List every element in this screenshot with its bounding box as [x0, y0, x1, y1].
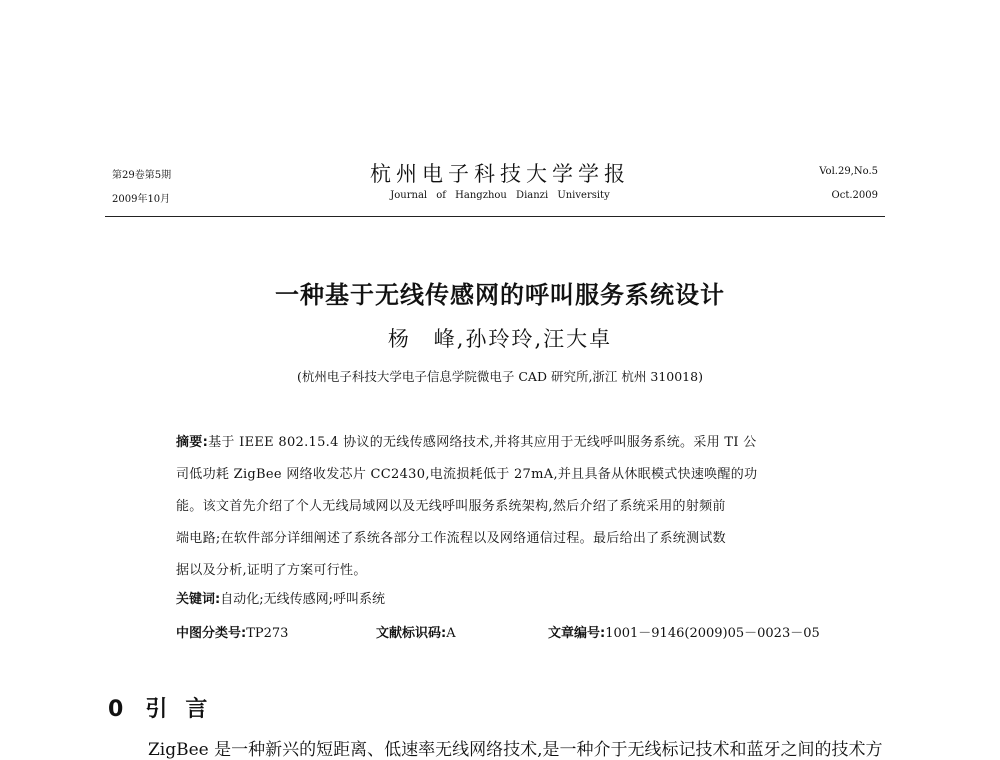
section-number: 0	[108, 697, 124, 722]
journal-title-en: Journal of Hangzhou Dianzi University	[390, 190, 610, 201]
abstract-line: 摘要:基于 IEEE 802.15.4 协议的无线传感网络技术,并将其应用于无线呼叫服务系统。采用 TI 公	[176, 435, 757, 450]
header-rule	[105, 216, 885, 217]
publication-date-cn: 2009年10月	[112, 194, 171, 205]
journal-title-cn: 杭州电子科技大学学报	[370, 162, 630, 186]
article-number	[548, 622, 820, 641]
issue-number: 第29卷第5期	[112, 170, 172, 181]
abstract-line: 据以及分析,证明了方案可行性。	[176, 563, 367, 578]
volume-number: Vol.29,No.5	[819, 166, 878, 177]
author-affiliation: (杭州电子科技大学电子信息学院微电子 CAD 研究所,浙江 杭州 310018)	[297, 369, 703, 384]
classification-number	[176, 622, 288, 641]
document-code-value: A	[446, 626, 456, 641]
body-text-line: ZigBee 是一种新兴的短距离、低速率无线网络技术,是一种介于无线标记技术和蓝牙之间的技术方	[148, 740, 883, 760]
keywords-label: 关键词:	[176, 592, 221, 607]
section-heading	[108, 692, 225, 723]
section-title: 引言	[145, 697, 226, 722]
abstract-label: 摘要:	[176, 435, 209, 450]
classification-value: TP273	[246, 626, 289, 641]
abstract-line: 端电路;在软件部分详细阐述了系统各部分工作流程以及网络通信过程。最后给出了系统测试数	[176, 531, 726, 546]
publication-date-en: Oct.2009	[831, 190, 878, 201]
article-number-value: 1001－9146(2009)05－0023－05	[605, 626, 820, 641]
article-title: 一种基于无线传感网的呼叫服务系统设计	[275, 281, 725, 309]
keywords	[176, 588, 385, 607]
abstract-line: 司低功耗 ZigBee 网络收发芯片 CC2430,电流损耗低于 27mA,并且具备从休眠模式快速唤醒的功	[176, 467, 758, 482]
document-code	[376, 622, 456, 641]
article-authors: 杨 峰,孙玲玲,汪大卓	[387, 327, 613, 351]
document-code-label: 文献标识码:	[376, 626, 447, 641]
abstract-line: 能。该文首先介绍了个人无线局域网以及无线呼叫服务系统架构,然后介绍了系统采用的射频前	[176, 499, 726, 514]
classification-label: 中图分类号:	[176, 626, 247, 641]
keywords-value: 自动化;无线传感网;呼叫系统	[220, 592, 385, 607]
article-number-label: 文章编号:	[548, 626, 606, 641]
